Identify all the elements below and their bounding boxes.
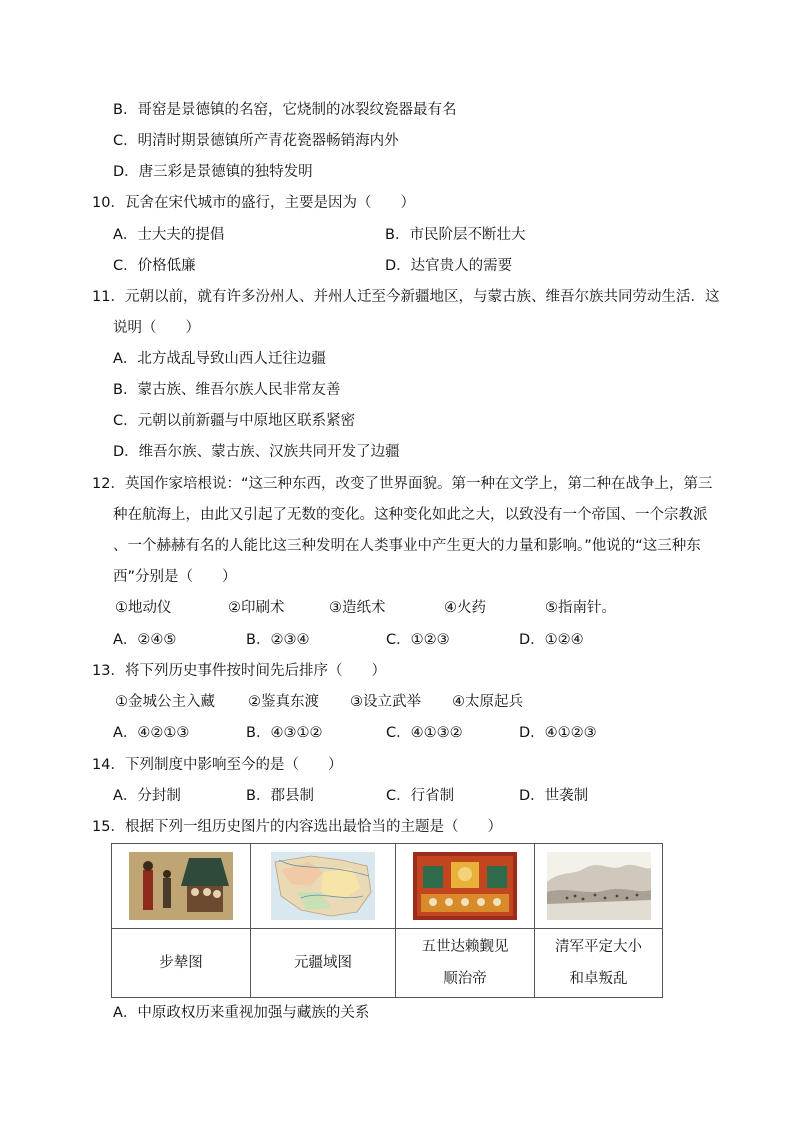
q12-stem-line2: 种在航海上，由此又引起了无数的变化。这种变化如此之大，以致没有一个帝国、一个宗教派	[113, 507, 708, 523]
q13-item-3: ③设立武举	[350, 694, 421, 710]
q12-option-c: C．①②③	[386, 632, 450, 648]
q12-stem-line1: 12．英国作家培根说：“这三种东西，改变了世界面貌。第一种在文学上，第二种在战争上，第三	[92, 476, 713, 492]
q13-option-d: D．④①②③	[519, 725, 597, 741]
mural-image	[413, 852, 517, 920]
q15-picture-cell-3	[396, 844, 535, 929]
q12-stem-line3: 、一个赫赫有名的人能比这三种发明在人类事业中产生更大的力量和影响。”他说的“这三种东	[113, 538, 701, 554]
q12-item-3: ③造纸术	[329, 600, 386, 616]
q10-option-b: B．市民阶层不断壮大	[385, 227, 526, 243]
q15-caption-4: 清军平定大小 和卓叛乱	[535, 929, 663, 998]
q13-option-c: C．④①③②	[386, 725, 463, 741]
q14-option-b: B．郡县制	[246, 788, 314, 804]
q11-stem-line1: 11．元朝以前，就有许多汾州人、并州人迁至今新疆地区，与蒙古族、维吾尔族共同劳动生活．这	[92, 289, 720, 305]
q10-stem: 10．瓦舍在宋代城市的盛行，主要是因为（ ）	[92, 195, 415, 211]
q10-option-c: C．价格低廉	[113, 258, 196, 274]
q14-option-a: A．分封制	[113, 788, 181, 804]
q10-option-d: D．达官贵人的需要	[385, 258, 513, 274]
q14-stem: 14．下列制度中影响至今的是（ ）	[92, 757, 343, 773]
q12-option-d: D．①②④	[519, 632, 584, 648]
q13-item-2: ②鉴真东渡	[248, 694, 319, 710]
q13-option-a: A．④②①③	[113, 725, 190, 741]
q10-option-a: A．士大夫的提倡	[113, 227, 225, 243]
q15-caption-2: 元疆域图	[251, 929, 396, 998]
q14-option-c: C．行省制	[386, 788, 455, 804]
q15-stem: 15．根据下列一组历史图片的内容选出最恰当的主题是（ ）	[92, 819, 502, 835]
painting-image	[129, 852, 233, 920]
q12-item-1: ①地动仪	[115, 600, 172, 616]
q9-option-c: C．明清时期景德镇所产青花瓷器畅销海内外	[113, 133, 399, 149]
q15-picture-cell-1	[112, 844, 251, 929]
q12-stem-line4: 西”分别是（ ）	[113, 569, 237, 585]
q13-option-b: B．④③①②	[246, 725, 323, 741]
q13-stem: 13．将下列历史事件按时间先后排序（ ）	[92, 663, 386, 679]
q12-item-5: ⑤指南针。	[545, 600, 616, 616]
q15-caption-1: 步辇图	[112, 929, 251, 998]
q13-item-1: ①金城公主入藏	[115, 694, 215, 710]
q15-picture-cell-4	[535, 844, 663, 929]
q12-item-4: ④火药	[444, 600, 486, 616]
q11-stem-line2: 说明（ ）	[113, 320, 200, 336]
map-image	[271, 852, 375, 920]
ink-painting-image	[547, 852, 651, 920]
q14-option-d: D．世袭制	[519, 788, 589, 804]
q11-option-c: C．元朝以前新疆与中原地区联系紧密	[113, 413, 356, 429]
q11-option-b: B．蒙古族、维吾尔族人民非常友善	[113, 382, 341, 398]
q9-option-b: B．哥窑是景德镇的名窑，它烧制的冰裂纹瓷器最有名	[113, 102, 457, 118]
q15-caption-3: 五世达赖觐见 顺治帝	[396, 929, 535, 998]
q12-item-2: ②印刷术	[228, 600, 285, 616]
q11-option-d: D．维吾尔族、蒙古族、汉族共同开发了边疆	[113, 444, 400, 460]
q11-option-a: A．北方战乱导致山西人迁往边疆	[113, 351, 326, 367]
q12-option-a: A．②④⑤	[113, 632, 177, 648]
q13-item-4: ④太原起兵	[452, 694, 523, 710]
q15-option-a: A．中原政权历来重视加强与藏族的关系	[113, 1005, 370, 1021]
q15-picture-table	[111, 843, 663, 998]
q9-option-d: D．唐三彩是景德镇的独特发明	[113, 164, 313, 180]
q12-option-b: B．②③④	[246, 632, 310, 648]
q15-picture-cell-2	[251, 844, 396, 929]
